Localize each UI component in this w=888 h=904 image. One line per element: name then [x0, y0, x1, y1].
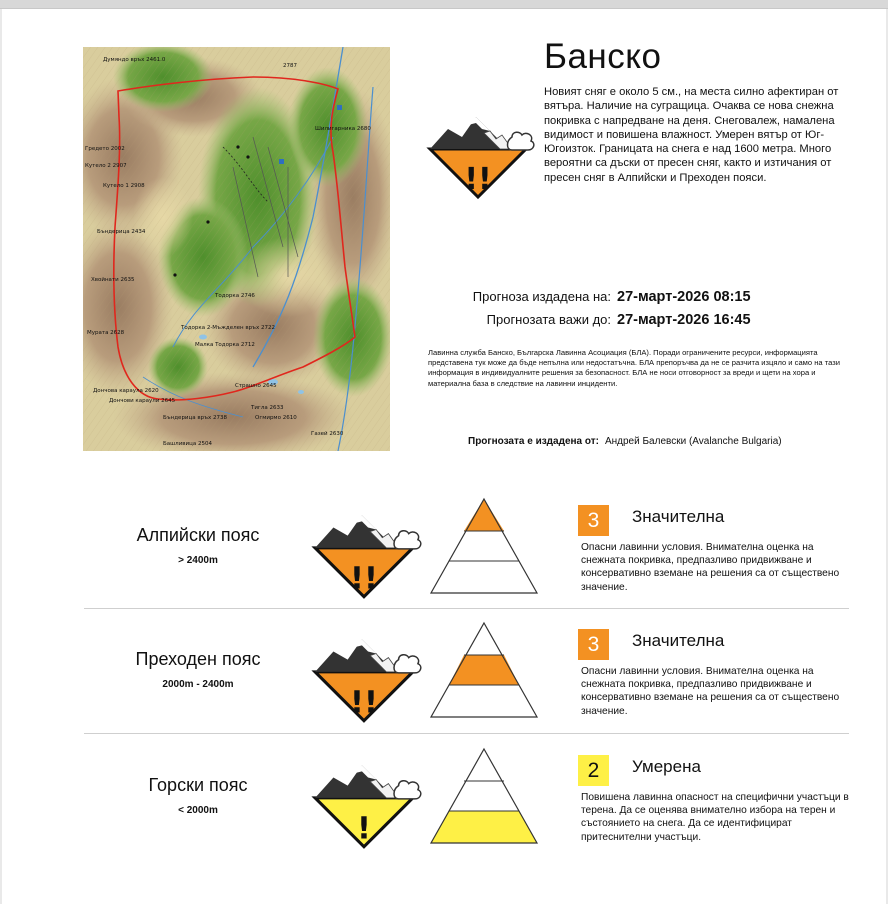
map-peak-label: Бъндерица 2434	[97, 229, 146, 235]
zone-elevation: 2000m - 2400m	[162, 679, 234, 690]
danger-level-description: Опасни лавинни условия. Внимателна оценка на снежната покривка, предпазливо придвижване и консервативно вземане на решения са от съществено значение.	[581, 666, 840, 717]
map-peak-label: Страшно 2645	[235, 383, 277, 389]
map-peak-label: Кутело 1 2908	[103, 183, 145, 189]
danger-level-badge: 2	[578, 755, 609, 786]
svg-text:!!: !!	[350, 561, 378, 597]
avalanche-danger-2-icon	[310, 755, 422, 855]
author-label: Прогнозата е издадена от:	[468, 436, 599, 447]
zone-name: Преходен пояс	[135, 649, 261, 669]
danger-level-label: Значителна	[632, 631, 725, 650]
window-top-bar	[0, 0, 888, 9]
danger-level-description: Опасни лавинни условия. Внимателна оценка на снежната покривка, предпазливо придвижване и консервативно вземане на решения са от съществено значение.	[581, 542, 840, 593]
zone-name: Алпийски пояс	[136, 525, 260, 545]
disclaimer-text: Лавинна служба Банско, Българска Лавинна Асоциация (БЛА). Поради ограничените ресурси, информацията представена тук може да бъде непълна или недостатъчна. БЛА препоръчва да не се разчита изцяло и само на тази информация в индивидуалните решения за безопасност. БЛА не носи отговорност за вреди и щети на хора и материална база в следствие на лавинни инциденти.	[428, 348, 841, 388]
author-row	[468, 436, 782, 447]
zone-alpine	[84, 497, 849, 622]
zone-forest	[84, 747, 849, 872]
region-title: Банско	[544, 37, 662, 76]
valid-value: 27-март-2026 16:45	[617, 312, 751, 328]
map-peak-label: Дончови караули 2645	[109, 398, 176, 404]
avalanche-danger-3-icon	[425, 107, 535, 205]
map-peak-label: Газей 2630	[311, 431, 344, 437]
elevation-pyramid-icon	[429, 497, 539, 597]
zone-elevation: > 2400m	[178, 555, 218, 566]
elevation-pyramid-icon	[429, 621, 539, 721]
svg-text:!!: !!	[350, 685, 378, 721]
map-peak-label: Бъндерица връх 2738	[163, 415, 227, 421]
issued-label: Прогноза издадена на:	[472, 289, 611, 304]
zone-transition	[84, 621, 849, 746]
danger-level-label: Значителна	[632, 507, 725, 526]
zone-divider	[84, 733, 849, 734]
map-peak-label: Думяндо връх 2461.0	[103, 57, 166, 63]
forecast-issued-row	[468, 289, 751, 305]
elevation-pyramid-icon	[429, 747, 539, 847]
map-peak-label: Огмирмо 2610	[255, 415, 297, 421]
danger-level-label: Умерена	[632, 757, 701, 776]
map-peak-label: Тодорка 2-Мъжделен връх 2722	[181, 325, 275, 331]
danger-level-description: Повишена лавинна опасност на специфични участъци в терена. Да се оценява внимателно избора на терен и състоянието на снега. Да се идентифицират притеснителни участъци.	[581, 792, 849, 843]
map-peak-label: 2787	[283, 63, 297, 69]
region-map[interactable]	[83, 47, 390, 451]
svg-text:!!: !!	[464, 162, 492, 197]
map-peak-label: Дончова караула 2620	[93, 388, 159, 394]
danger-level-badge: 3	[578, 505, 609, 536]
map-peak-label: Мурата 2628	[87, 330, 125, 336]
map-peak-label: Шилигарника 2680	[315, 126, 371, 132]
map-peak-label: Тодорка 2746	[215, 293, 255, 299]
map-peak-label: Башливица 2504	[163, 441, 212, 447]
forecast-valid-row	[468, 312, 751, 328]
map-peak-label: Тигла 2633	[251, 405, 284, 411]
zone-divider	[84, 608, 849, 609]
map-peak-label: Кутело 2 2907	[85, 163, 127, 169]
author-value: Андрей Балевски (Avalanche Bulgaria)	[604, 436, 782, 447]
map-peak-label: Гредето 2002	[85, 146, 125, 152]
forecast-page	[2, 9, 886, 904]
zone-elevation: < 2000m	[178, 805, 218, 816]
avalanche-danger-3-icon	[310, 505, 422, 605]
svg-text:!: !	[356, 811, 371, 847]
forecast-description: Новият сняг е около 5 см., на места силно афектиран от вятъра. Наличие на сугращица. Очаква се нова снежна покривка с напредване на деня. Снеговалеж, намалена видимост и повишена влажност. Умерен вятър от Юг-Югоизток. Границата на снега е над 1600 метра. Много вероятни са дъски от пресен сняг, както и изтичания от пресен сняг в Алпийски и Преходен пояси.	[544, 86, 839, 184]
map-peak-label: Малка Тодорка 2712	[195, 342, 255, 348]
avalanche-danger-3-icon	[310, 629, 422, 729]
map-peak-label: Хвойнати 2635	[91, 277, 135, 283]
zone-name: Горски пояс	[148, 775, 248, 795]
issued-value: 27-март-2026 08:15	[617, 289, 751, 305]
danger-level-badge: 3	[578, 629, 609, 660]
valid-label: Прогнозата важи до:	[486, 312, 611, 327]
